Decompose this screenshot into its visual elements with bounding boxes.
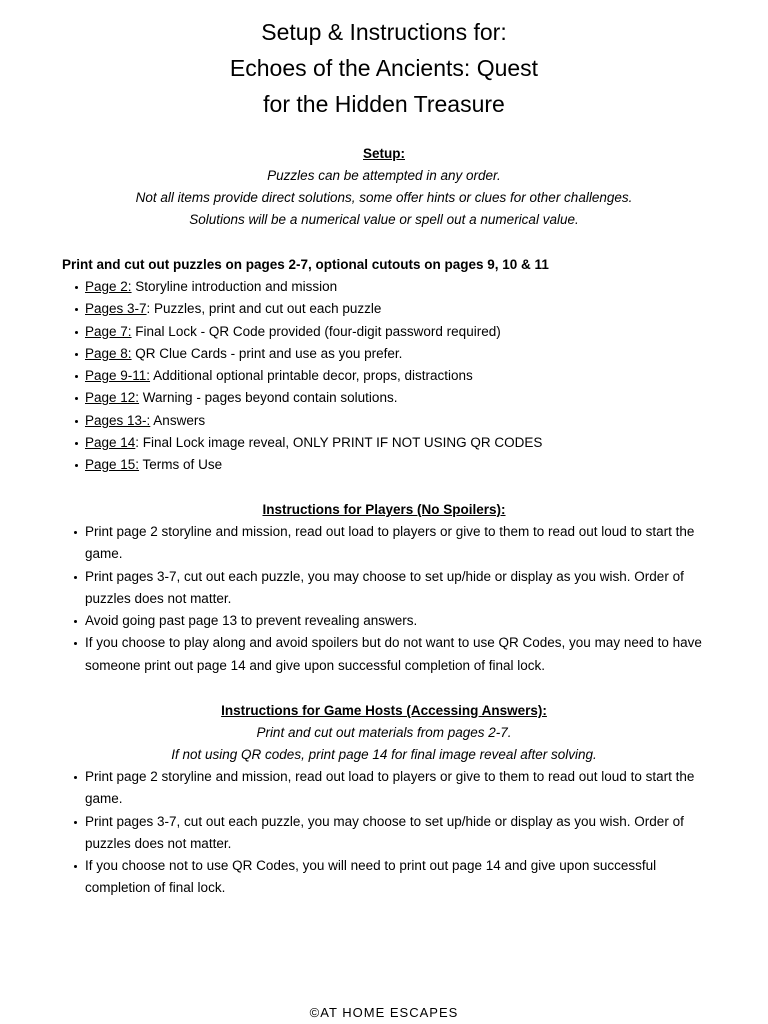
list-item xyxy=(62,410,542,432)
list-item: Avoid going past page 13 to prevent revealing answers. xyxy=(62,610,725,632)
page-ref: Pages 13-: xyxy=(85,412,151,428)
page-desc: Final Lock - QR Code provided (four-digit password required) xyxy=(131,323,501,339)
players-section xyxy=(0,499,768,673)
list-item xyxy=(62,343,542,365)
page-desc: : Puzzles, print and cut out each puzzle xyxy=(146,301,382,317)
setup-line: Solutions will be a numerical value or spell out a numerical value. xyxy=(189,212,579,227)
hosts-list xyxy=(62,766,725,900)
page-desc: Additional optional printable decor, props, distractions xyxy=(150,368,473,384)
page-ref: Page 2: xyxy=(85,279,132,294)
hosts-heading: Instructions for Game Hosts (Accessing Answers): xyxy=(221,703,547,718)
footer-copyright: ©AT HOME ESCAPES xyxy=(309,1005,459,1020)
list-item xyxy=(62,432,542,454)
title-line-2: Echoes of the Ancients: Quest xyxy=(229,55,539,81)
page-ref: Page 9-11: xyxy=(85,368,151,384)
title-line-1: Setup & Instructions for: xyxy=(261,19,507,45)
page-desc: Storyline introduction and mission xyxy=(131,279,338,294)
list-item: Print page 2 storyline and mission, read out load to players or give to them to read out loud to start the game. xyxy=(62,521,725,566)
page-ref: Page 15: xyxy=(85,457,140,473)
page-ref: Page 7: xyxy=(85,323,132,339)
page-ref: Page 12: xyxy=(85,390,140,406)
list-item xyxy=(62,298,542,320)
list-item xyxy=(62,454,542,476)
page-desc: Terms of Use xyxy=(139,457,223,473)
setup-line: Not all items provide direct solutions, some offer hints or clues for other challenges. xyxy=(135,190,633,205)
hosts-line: Print and cut out materials from pages 2-7. xyxy=(256,725,512,740)
hosts-line: If not using QR codes, print page 14 for final image reveal after solving. xyxy=(171,747,597,762)
page-desc: Answers xyxy=(150,412,206,428)
document-title xyxy=(0,14,768,122)
page-ref: Page 14 xyxy=(85,435,136,451)
page-ref: Pages 3-7 xyxy=(85,301,147,317)
list-item: Print page 2 storyline and mission, read out load to players or give to them to read out loud to start the game. xyxy=(62,766,725,811)
list-item: If you choose to play along and avoid spoilers but do not want to use QR Codes, you may need to have someone print out page 14 and give upon successful completion of final lock. xyxy=(62,632,725,677)
setup-line: Puzzles can be attempted in any order. xyxy=(267,168,501,183)
list-item xyxy=(62,276,542,298)
page-desc: Warning - pages beyond contain solutions. xyxy=(139,390,398,406)
page-desc: QR Clue Cards - print and use as you prefer. xyxy=(131,345,403,361)
page-desc: : Final Lock image reveal, ONLY PRINT IF NOT USING QR CODES xyxy=(135,435,543,451)
setup-heading: Setup: xyxy=(363,146,405,161)
list-item: Print pages 3-7, cut out each puzzle, you may choose to set up/hide or display as you wish. Order of puzzles does not matter. xyxy=(62,811,725,856)
print-heading: Print and cut out puzzles on pages 2-7, optional cutouts on pages 9, 10 & 11 xyxy=(62,257,549,272)
list-item xyxy=(62,321,542,343)
list-item: Print pages 3-7, cut out each puzzle, you may choose to set up/hide or display as you wish. Order of puzzles does not matter. xyxy=(62,566,725,611)
hosts-list-wrap xyxy=(62,766,725,900)
players-heading: Instructions for Players (No Spoilers): xyxy=(262,502,506,517)
list-item xyxy=(62,387,542,409)
page-list xyxy=(62,276,542,477)
list-item: If you choose not to use QR Codes, you will need to print out page 14 and give upon successful completion of final lock. xyxy=(62,855,725,900)
hosts-section xyxy=(0,700,768,896)
title-line-3: for the Hidden Treasure xyxy=(263,91,505,117)
page-ref: Page 8: xyxy=(85,345,132,361)
list-item xyxy=(62,365,542,387)
players-list-wrap xyxy=(62,521,725,677)
players-list xyxy=(62,521,725,677)
setup-section xyxy=(0,143,768,231)
